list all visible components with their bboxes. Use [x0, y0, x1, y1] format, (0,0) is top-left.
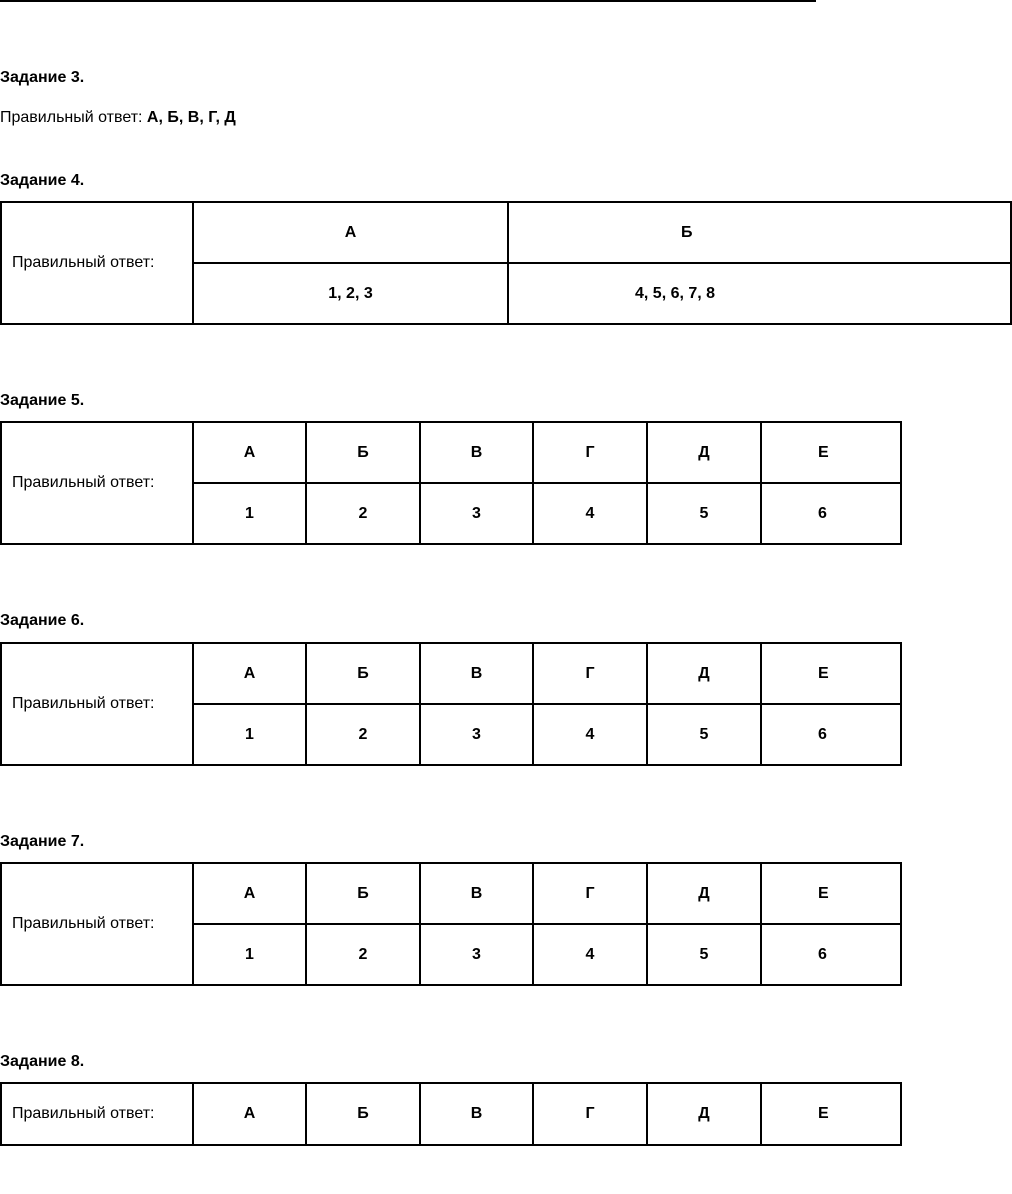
task-7-header-row: [1, 863, 901, 924]
task-7-label: Правильный ответ:: [1, 863, 193, 985]
task-5-header-d: Д: [647, 422, 761, 483]
task-6-value-a: 1: [193, 704, 306, 765]
task-8-label: Правильный ответ:: [1, 1083, 193, 1145]
task-5-header-a: А: [193, 422, 306, 483]
task-6-table-wrap: [0, 642, 829, 766]
task-5-header-row: [1, 422, 901, 483]
task-7-table-wrap: [0, 862, 829, 986]
task-8-table: [0, 1082, 902, 1146]
task-6-label: Правильный ответ:: [1, 643, 193, 765]
task-3-answer: [0, 108, 236, 128]
task-6-value-d: 5: [647, 704, 761, 765]
task-6-header-e: Е: [761, 643, 901, 704]
task-6-header-row: [1, 643, 901, 704]
task-8-header-row: [1, 1083, 901, 1145]
task-7-header-v: В: [420, 863, 533, 924]
task-4-heading: Задание 4.: [0, 172, 85, 189]
task-5-value-a: 1: [193, 483, 306, 544]
task-8-header-d: Д: [647, 1083, 761, 1145]
task-6-value-v: 3: [420, 704, 533, 765]
top-rule: [0, 0, 816, 2]
task-4-table-wrap: [0, 201, 816, 325]
task-7-header-b: Б: [306, 863, 420, 924]
task-6-heading: Задание 6.: [0, 612, 85, 629]
task-5-header-v: В: [420, 422, 533, 483]
task-4-value-b: 4, 5, 6, 7, 8: [508, 263, 1011, 324]
task-4-label: Правильный ответ:: [1, 202, 193, 324]
task-7-value-v: 3: [420, 924, 533, 985]
task-6-value-g: 4: [533, 704, 647, 765]
task-5-header-b: Б: [306, 422, 420, 483]
task-5-value-d: 5: [647, 483, 761, 544]
task-7-table: [0, 862, 902, 986]
task-7-header-e: Е: [761, 863, 901, 924]
task-5-header-e: Е: [761, 422, 901, 483]
task-4-table: [0, 201, 1012, 325]
task-4-value-a: 1, 2, 3: [193, 263, 508, 324]
task-8-header-a: А: [193, 1083, 306, 1145]
task-7-header-g: Г: [533, 863, 647, 924]
task-6-header-a: А: [193, 643, 306, 704]
task-5-value-v: 3: [420, 483, 533, 544]
task-8-header-g: Г: [533, 1083, 647, 1145]
task-6-value-e: 6: [761, 704, 901, 765]
task-5-value-b: 2: [306, 483, 420, 544]
task-5-value-e: 6: [761, 483, 901, 544]
task-3-answer-value: А, Б, В, Г, Д: [146, 109, 236, 126]
task-7-value-b: 2: [306, 924, 420, 985]
task-8-header-e: Е: [761, 1083, 901, 1145]
task-8-heading: Задание 8.: [0, 1053, 85, 1070]
task-5-table-wrap: [0, 421, 829, 545]
task-5-label: Правильный ответ:: [1, 422, 193, 544]
task-8-header-v: В: [420, 1083, 533, 1145]
task-3-heading: Задание 3.: [0, 69, 85, 86]
task-7-value-d: 5: [647, 924, 761, 985]
task-7-value-g: 4: [533, 924, 647, 985]
task-7-value-a: 1: [193, 924, 306, 985]
task-8-table-wrap: [0, 1082, 829, 1146]
task-4-header-b: Б: [508, 202, 1011, 263]
task-7-heading: Задание 7.: [0, 833, 85, 850]
task-7-header-a: А: [193, 863, 306, 924]
task-5-header-g: Г: [533, 422, 647, 483]
task-3-answer-prefix: Правильный ответ:: [0, 109, 143, 126]
task-6-header-v: В: [420, 643, 533, 704]
task-5-table: [0, 421, 902, 545]
task-5-value-g: 4: [533, 483, 647, 544]
task-7-header-d: Д: [647, 863, 761, 924]
task-6-header-g: Г: [533, 643, 647, 704]
task-4-header-a: А: [193, 202, 508, 263]
task-6-value-b: 2: [306, 704, 420, 765]
task-6-header-b: Б: [306, 643, 420, 704]
task-6-header-d: Д: [647, 643, 761, 704]
task-4-header-row: [1, 202, 1011, 263]
task-8-header-b: Б: [306, 1083, 420, 1145]
task-7-value-e: 6: [761, 924, 901, 985]
task-5-heading: Задание 5.: [0, 392, 85, 409]
task-6-table: [0, 642, 902, 766]
